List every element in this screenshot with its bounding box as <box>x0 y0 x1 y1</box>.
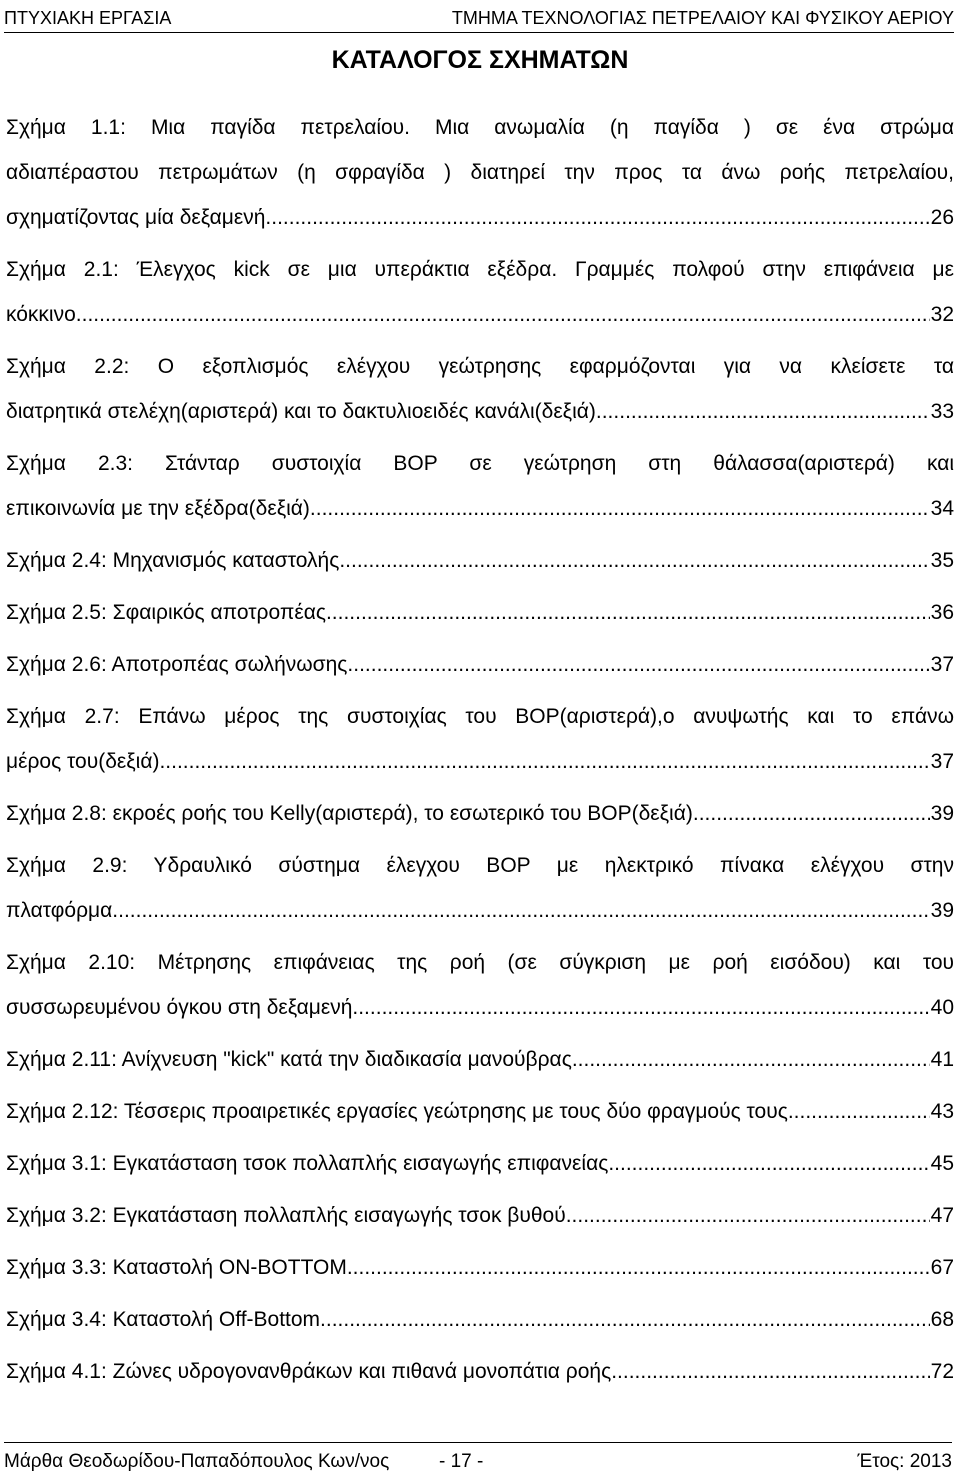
figure-entry-last-line <box>6 1141 954 1186</box>
dot-leader <box>310 486 930 531</box>
figure-caption-text: Σχήμα 2.11: Ανίχνευση "kick" κατά την διαδικασία μανούβρας <box>6 1048 572 1071</box>
figure-entry-line: Σχήμα 2.10: Μέτρησης επιφάνειας της ροή (σε σύγκριση με ροή εισόδου) και του <box>6 951 954 974</box>
figure-entry-line: Σχήμα 2.3: Στάνταρ συστοιχία BOP σε γεώτρηση στη θάλασσα(αριστερά) και <box>6 452 954 475</box>
figure-caption-text: κόκκινο. <box>6 303 82 326</box>
figure-page-number: 34 <box>930 497 954 520</box>
figure-entry-line: Σχήμα 2.1: Έλεγχος kick σε μια υπεράκτια εξέδρα. Γραμμές πολφού στην επιφάνεια με <box>6 258 954 281</box>
figure-entry-last-line <box>6 486 954 531</box>
dot-leader <box>693 791 930 836</box>
figure-entry-last-line <box>6 1349 954 1394</box>
figure-caption-text: συσσωρευμένου όγκου στη δεξαμενή <box>6 996 353 1019</box>
page-number: - 17 - <box>439 1451 484 1472</box>
figure-page-number: 39 <box>930 802 954 825</box>
figure-entry-line: Σχήμα 2.2: Ο εξοπλισμός ελέγχου γεώτρησης εφαρμόζονται για να κλείσετε τα <box>6 355 954 378</box>
figure-entry-line: Σχήμα 1.1: Μια παγίδα πετρελαίου. Μια ανωμαλία (η παγίδα ) σε ένα στρώμα <box>6 116 954 139</box>
figure-entry[interactable] <box>6 247 954 337</box>
figure-entry-last-line <box>6 195 954 240</box>
figure-page-number: 37 <box>930 653 954 676</box>
figure-caption-text: Σχήμα 3.1: Εγκατάσταση τσοκ πολλαπλής εισαγωγής επιφανείας <box>6 1152 609 1175</box>
figure-caption-text: Σχήμα 3.3: Καταστολή ON-BOTTOM <box>6 1256 347 1279</box>
figure-page-number: 32 <box>930 303 954 326</box>
figure-entry[interactable] <box>6 1089 954 1134</box>
figure-page-number: 39 <box>930 899 954 922</box>
figure-caption-text: Σχήμα 3.2: Εγκατάσταση πολλαπλής εισαγωγής τσοκ βυθού <box>6 1204 566 1227</box>
figure-entry[interactable] <box>6 1193 954 1238</box>
page-title: ΚΑΤΑΛΟΓΟΣ ΣΧΗΜΑΤΩΝ <box>331 46 629 74</box>
figure-page-number: 67 <box>930 1256 954 1279</box>
figure-caption-text: Σχήμα 2.12: Τέσσερις προαιρετικές εργασίες γεώτρησης με τους δύο φραγμούς τους. <box>6 1100 794 1123</box>
figure-page-number: 37 <box>930 750 954 773</box>
figure-page-number: 47 <box>930 1204 954 1227</box>
figure-entry-last-line <box>6 642 954 687</box>
figure-entry[interactable] <box>6 105 954 240</box>
figure-page-number: 33 <box>930 400 954 423</box>
figure-entry-last-line <box>6 590 954 635</box>
figure-entry-line: Σχήμα 2.7: Επάνω μέρος της συστοιχίας του BOP(αριστερά),ο ανυψωτής και το επάνω <box>6 705 954 728</box>
header-left-text: ΠΤΥΧΙΑΚΗ ΕΡΓΑΣΙΑ <box>4 8 172 28</box>
figure-caption-text: σχηματίζοντας μία δεξαμενή. <box>6 206 272 229</box>
figure-entry[interactable] <box>6 642 954 687</box>
figure-entry[interactable] <box>6 1037 954 1082</box>
figure-entry-last-line <box>6 1089 954 1134</box>
dot-leader <box>611 1349 929 1394</box>
figure-page-number: 41 <box>930 1048 954 1071</box>
dot-leader <box>320 1297 930 1342</box>
figure-caption-text: Σχήμα 2.5: Σφαιρικός αποτροπέας <box>6 601 326 624</box>
figure-entry[interactable] <box>6 940 954 1030</box>
figure-entry-last-line <box>6 292 954 337</box>
figure-entry[interactable] <box>6 1141 954 1186</box>
dot-leader <box>347 1245 930 1290</box>
dot-leader <box>566 1193 930 1238</box>
figure-caption-text: Σχήμα 4.1: Ζώνες υδρογονανθράκων και πιθανά μονοπάτια ροής <box>6 1360 612 1383</box>
page-footer <box>4 1442 952 1473</box>
figure-caption-text: πλατφόρμα <box>6 899 113 922</box>
figure-caption-text: μέρος του(δεξιά) <box>6 750 160 773</box>
figure-entry[interactable] <box>6 1349 954 1394</box>
figure-entry[interactable] <box>6 441 954 531</box>
figure-entry-last-line <box>6 1297 954 1342</box>
figure-page-number: 26 <box>930 206 954 229</box>
figure-page-number: 35 <box>930 549 954 572</box>
figure-caption-text: Σχήμα 3.4: Καταστολή Off-Bottom <box>6 1308 321 1331</box>
figure-entry-last-line <box>6 985 954 1030</box>
figure-page-number: 72 <box>930 1360 954 1383</box>
dot-leader <box>347 642 929 687</box>
figure-caption-text: Σχήμα 2.6: Αποτροπέας σωλήνωσης <box>6 653 348 676</box>
dot-leader <box>352 985 929 1030</box>
figure-entry-line: αδιαπέραστου πετρωμάτων (η σφραγίδα ) διατηρεί την προς τα άνω ροής πετρελαίου, <box>6 161 954 184</box>
figure-entry-last-line <box>6 1245 954 1290</box>
figure-entry-last-line <box>6 1193 954 1238</box>
figure-caption-text: Σχήμα 2.8: εκροές ροής του Kelly(αριστερά), το εσωτερικό του BOP(δεξιά) <box>6 802 693 825</box>
dot-leader <box>271 195 929 240</box>
figure-entry[interactable] <box>6 1245 954 1290</box>
dot-leader <box>326 590 930 635</box>
figure-entry-last-line <box>6 739 954 784</box>
figure-caption-text: Σχήμα 2.4: Μηχανισμός καταστολής <box>6 549 340 572</box>
figure-page-number: 68 <box>930 1308 954 1331</box>
figure-entry[interactable] <box>6 590 954 635</box>
footer-year: Έτος: 2013 <box>857 1451 952 1472</box>
dot-leader <box>596 389 930 434</box>
figure-entry-last-line <box>6 1037 954 1082</box>
figure-page-number: 36 <box>930 601 954 624</box>
dot-leader <box>572 1037 930 1082</box>
figure-page-number: 43 <box>930 1100 954 1123</box>
figure-page-number: 40 <box>930 996 954 1019</box>
figure-caption-text: επικοινωνία με την εξέδρα(δεξιά) <box>6 497 310 520</box>
footer-authors: Μάρθα Θεοδωρίδου-Παπαδόπουλος Κων/νος <box>4 1451 390 1472</box>
dot-leader <box>82 292 930 337</box>
figure-entry-last-line <box>6 791 954 836</box>
header-right-text: ΤΜΗΜΑ ΤΕΧΝΟΛΟΓΙΑΣ ΠΕΤΡΕΛΑΙΟΥ ΚΑΙ ΦΥΣΙΚΟΥ ΑΕΡΙΟΥ <box>451 8 954 28</box>
figure-entry[interactable] <box>6 843 954 933</box>
figure-caption-text: διατρητικά στελέχη(αριστερά) και το δακτυλιοειδές κανάλι(δεξιά) <box>6 400 596 423</box>
dot-leader <box>794 1089 930 1134</box>
dot-leader <box>608 1141 929 1186</box>
figure-entry[interactable] <box>6 791 954 836</box>
dot-leader <box>112 888 929 933</box>
figure-entry-last-line <box>6 389 954 434</box>
figure-entry[interactable] <box>6 538 954 583</box>
figure-entry[interactable] <box>6 344 954 434</box>
page-header <box>4 2 954 33</box>
figure-entry-last-line <box>6 538 954 583</box>
dot-leader <box>159 739 929 784</box>
figure-page-number: 45 <box>930 1152 954 1175</box>
figure-entry[interactable] <box>6 694 954 784</box>
figure-list <box>6 105 954 1401</box>
figure-entry[interactable] <box>6 1297 954 1342</box>
dot-leader <box>339 538 929 583</box>
figure-entry-line: Σχήμα 2.9: Υδραυλικό σύστημα έλεγχου BOP με ηλεκτρικό πίνακα ελέγχου στην <box>6 854 954 877</box>
figure-entry-last-line <box>6 888 954 933</box>
